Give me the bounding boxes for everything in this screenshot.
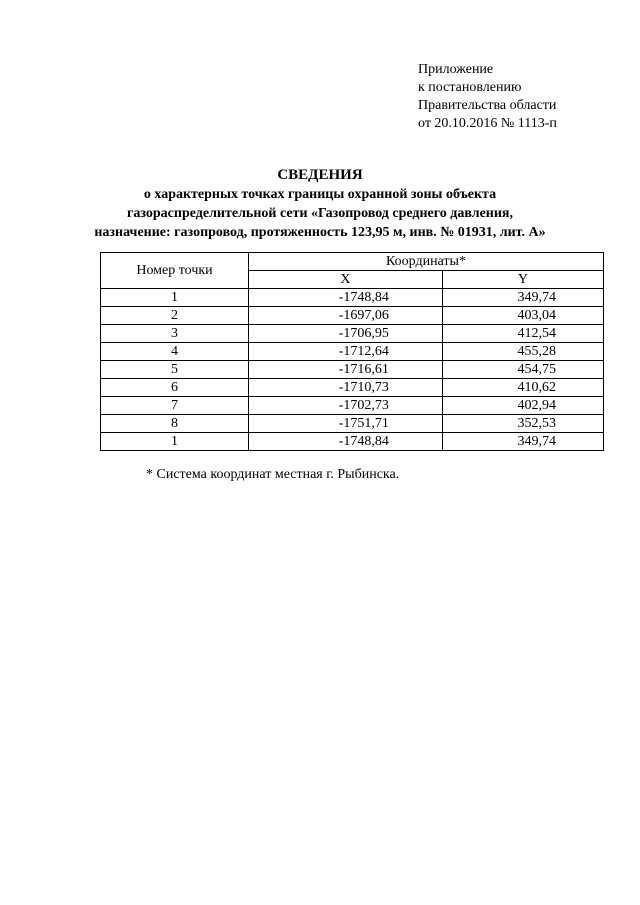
coordinates-table bbox=[100, 252, 604, 451]
point-number-cell: 2 bbox=[101, 307, 249, 325]
table-row bbox=[101, 397, 604, 415]
y-coordinate-cell: 352,53 bbox=[442, 415, 603, 433]
point-number-header: Номер точки bbox=[101, 253, 249, 289]
x-coordinate-cell: -1716,61 bbox=[249, 361, 443, 379]
y-coordinate-cell: 454,75 bbox=[442, 361, 603, 379]
appendix-line: к постановлению bbox=[418, 80, 522, 95]
x-coordinate-cell: -1697,06 bbox=[249, 307, 443, 325]
table-row bbox=[101, 379, 604, 397]
heading-line: о характерных точках границы охранной зоны объекта bbox=[143, 187, 497, 202]
appendix-line: от 20.10.2016 № 1113-п bbox=[418, 116, 557, 131]
x-coordinate-cell: -1706,95 bbox=[249, 325, 443, 343]
x-coordinate-cell: -1710,73 bbox=[249, 379, 443, 397]
table-row bbox=[101, 361, 604, 379]
heading-line: назначение: газопровод, протяженность 123,95 м, инв. № 01931, лит. А» bbox=[94, 225, 546, 240]
appendix-line: Правительства области bbox=[418, 98, 557, 113]
y-coordinate-cell: 349,74 bbox=[442, 289, 603, 307]
table-row bbox=[101, 343, 604, 361]
x-header: X bbox=[249, 271, 443, 289]
y-coordinate-cell: 403,04 bbox=[442, 307, 603, 325]
point-number-cell: 6 bbox=[101, 379, 249, 397]
appendix-line: Приложение bbox=[418, 62, 494, 77]
y-coordinate-cell: 349,74 bbox=[442, 433, 603, 451]
y-coordinate-cell: 402,94 bbox=[442, 397, 603, 415]
point-number-cell: 8 bbox=[101, 415, 249, 433]
point-number-cell: 1 bbox=[101, 433, 249, 451]
appendix-block bbox=[418, 61, 557, 133]
y-coordinate-cell: 412,54 bbox=[442, 325, 603, 343]
table-row bbox=[101, 433, 604, 451]
x-coordinate-cell: -1748,84 bbox=[249, 289, 443, 307]
table-row bbox=[101, 307, 604, 325]
footnote: * Система координат местная г. Рыбинска. bbox=[146, 467, 400, 482]
y-header: Y bbox=[442, 271, 603, 289]
x-coordinate-cell: -1751,71 bbox=[249, 415, 443, 433]
point-number-cell: 7 bbox=[101, 397, 249, 415]
x-coordinate-cell: -1702,73 bbox=[249, 397, 443, 415]
table-row bbox=[101, 289, 604, 307]
point-number-cell: 4 bbox=[101, 343, 249, 361]
x-coordinate-cell: -1748,84 bbox=[249, 433, 443, 451]
point-number-cell: 3 bbox=[101, 325, 249, 343]
document-heading bbox=[0, 166, 640, 242]
table-row bbox=[101, 325, 604, 343]
coordinates-header: Координаты* bbox=[249, 253, 604, 271]
x-coordinate-cell: -1712,64 bbox=[249, 343, 443, 361]
document-title: СВЕДЕНИЯ bbox=[277, 167, 363, 183]
point-number-cell: 5 bbox=[101, 361, 249, 379]
y-coordinate-cell: 455,28 bbox=[442, 343, 603, 361]
heading-line: газораспределительной сети «Газопровод среднего давления, bbox=[126, 206, 514, 221]
y-coordinate-cell: 410,62 bbox=[442, 379, 603, 397]
point-number-cell: 1 bbox=[101, 289, 249, 307]
table-row bbox=[101, 415, 604, 433]
